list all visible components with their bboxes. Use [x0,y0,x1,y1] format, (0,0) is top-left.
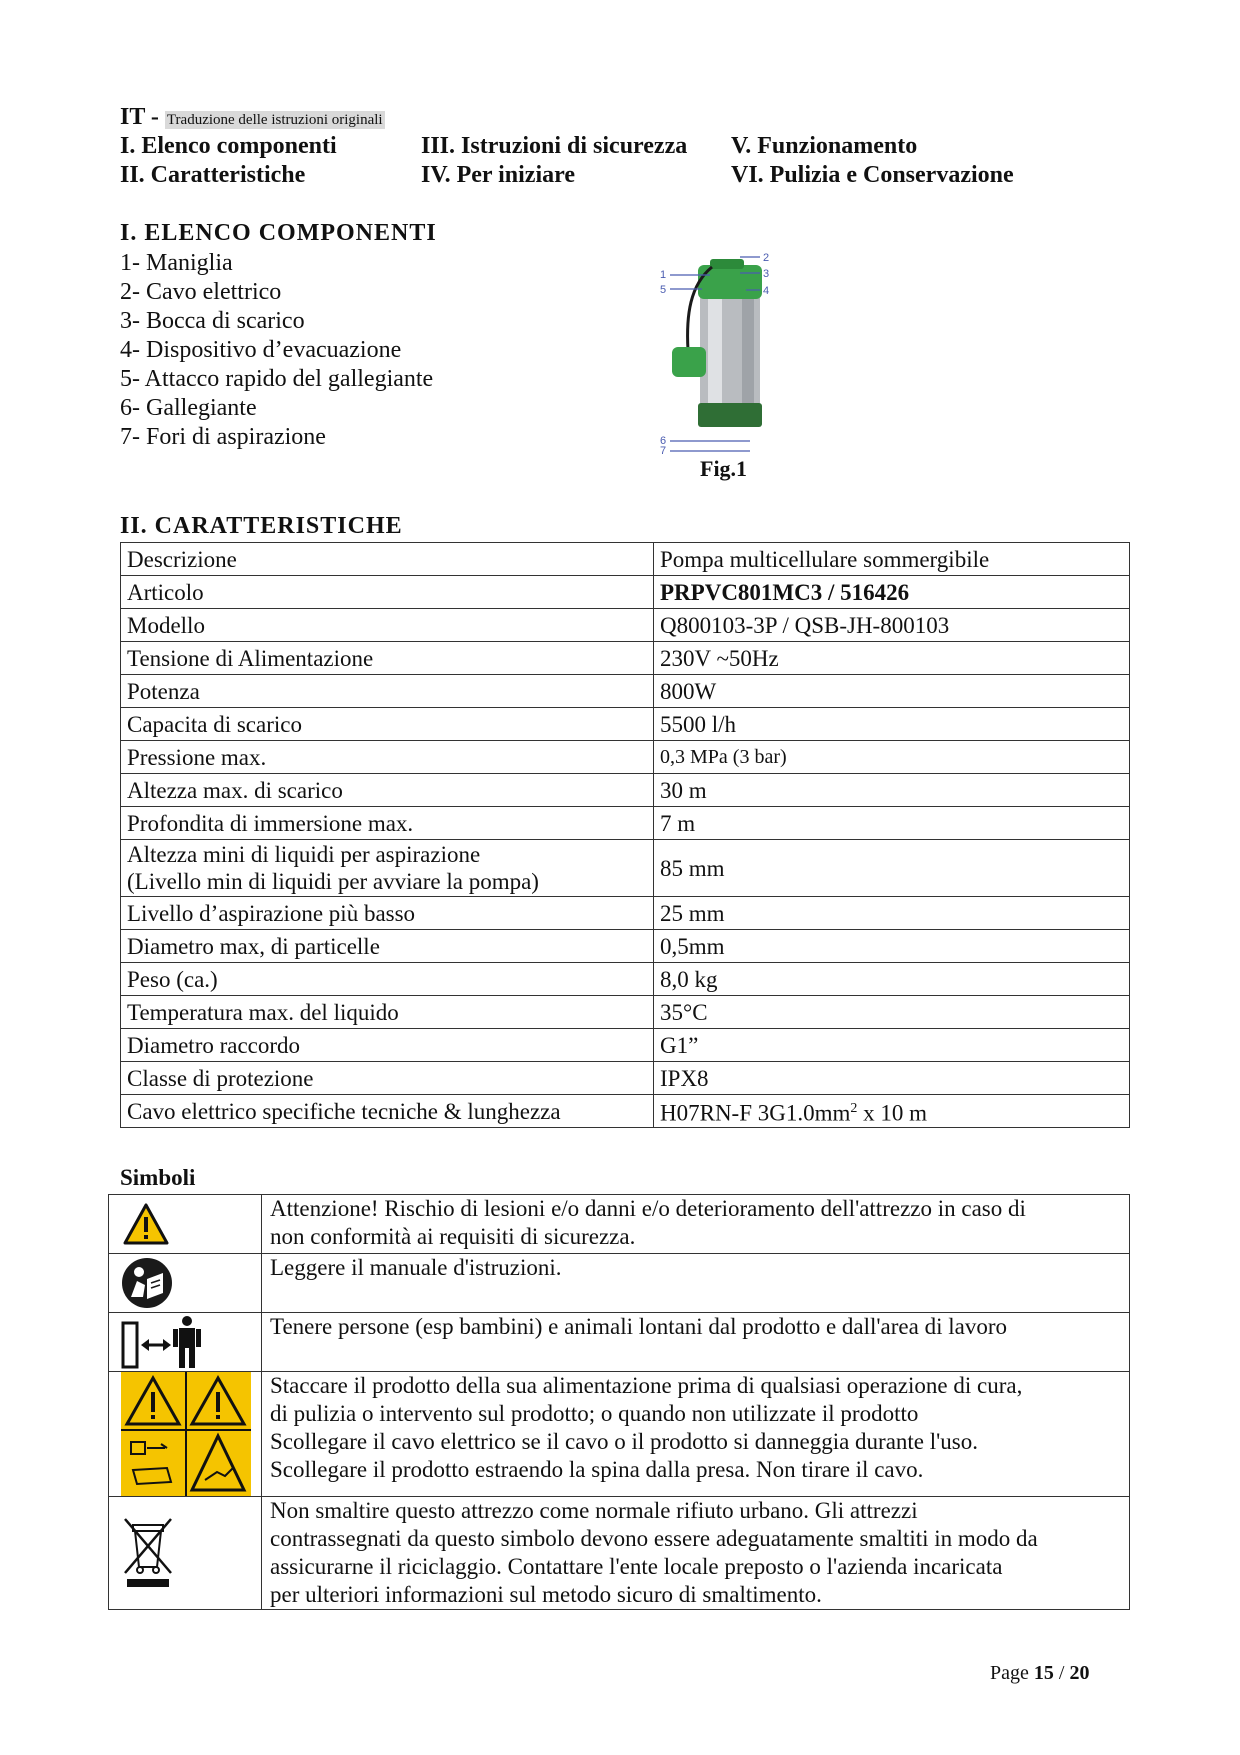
table-row: Tenere persone (esp bambini) e animali lontani dal prodotto e dall'area di lavoro [109,1313,1130,1372]
language-header [120,104,385,131]
table-row: Potenza 800W [121,675,1130,708]
list-item: 1- Maniglia [120,250,233,276]
components-title: I. ELENCO COMPONENTI [120,220,437,246]
table-row: Diametro max, di particelle 0,5mm [121,930,1130,963]
table-row: Classe di protezione IPX8 [121,1062,1130,1095]
toc-item-5: V. Funzionamento [731,133,918,159]
callout-4: 4 [763,285,770,297]
read-manual-icon [121,1257,173,1309]
callout-5: 5 [660,284,667,296]
table-row: Diametro raccordo G1” [121,1029,1130,1062]
table-row: Attenzione! Rischio di lesioni e/o danni e/o deterioramento dell'attrezzo in caso di non conformità ai requisiti di sicurezza. [109,1195,1130,1254]
table-row: Non smaltire questo attrezzo come normale rifiuto urbano. Gli attrezzi contrassegnati da questo simbolo devono essere adeguatamente smaltiti in modo da assicurarne il riciclaggio. Contattare l'ente locale preposto o l'azienda incaricata per ulteriori informazioni sul metodo sicuro di smaltimento. [109,1497,1130,1610]
callout-1: 1 [660,269,667,281]
callout-3: 3 [763,268,770,280]
list-item: 3- Bocca di scarico [120,308,305,334]
list-item: 2- Cavo elettrico [120,279,282,305]
callout-6: 6 [660,435,667,447]
pump-base [698,403,762,427]
list-item: 7- Fori di aspirazione [120,424,326,450]
table-row: Tensione di Alimentazione 230V ~50Hz [121,642,1130,675]
specs-table [120,542,1130,1128]
table-row: Articolo PRPVC801MC3 / 516426 [121,576,1130,609]
table-row: Staccare il prodotto della sua alimentazione prima di qualsiasi operazione di cura, di pulizia o intervento sul prodotto; o quando non utilizzate il prodotto Scollegare il cavo elettrico se il cavo o il prodotto si danneggia durante l'uso. Scollegare il prodotto estraendo la spina dalla presa. Non tirare il cavo. [109,1372,1130,1497]
warning-triangle-icon [123,1203,169,1245]
figure-caption: Fig.1 [700,456,748,481]
keep-distance-icon [121,1315,213,1369]
table-row: Capacita di scarico 5500 l/h [121,708,1130,741]
table-row: Altezza max. di scarico 30 m [121,774,1130,807]
components-list [120,249,433,452]
table-row: Peso (ca.) 8,0 kg [121,963,1130,996]
table-row: Descrizione Pompa multicellulare sommergibile [121,543,1130,576]
list-item: 6- Gallegiante [120,395,257,421]
callout-7: 7 [660,445,667,455]
float-switch [672,347,706,377]
page-number: Page 15 / 20 [990,1662,1090,1684]
unplug-warning-icon [121,1372,251,1496]
table-row: Profondita di immersione max. 7 m [121,807,1130,840]
table-row: Livello d’aspirazione più basso 25 mm [121,897,1130,930]
list-item: 4- Dispositivo d’evacuazione [120,337,402,363]
symbols-title: Simboli [120,1165,196,1190]
weee-bin-icon [123,1517,173,1589]
table-row: Altezza mini di liquidi per aspirazione (Livello min di liquidi per avviare la pompa) 85 mm [121,840,1130,897]
toc-item-2: II. Caratteristiche [120,162,306,188]
symbols-table [108,1194,1130,1610]
table-row: Modello Q800103-3P / QSB-JH-800103 [121,609,1130,642]
language-code: IT - [120,104,159,130]
toc-item-4: IV. Per iniziare [421,162,575,188]
table-row: Cavo elettrico specifiche tecniche & lunghezza H07RN-F $3G1.0mm^2$ x 10 m [121,1095,1130,1128]
toc-item-1: I. Elenco componenti [120,133,337,159]
table-row: Temperatura max. del liquido 35°C [121,996,1130,1029]
toc-item-3: III. Istruzioni di sicurezza [421,133,688,159]
pump-figure [660,245,780,455]
table-row: Pressione max. 0,3 MPa (3 bar) [121,741,1130,774]
table-row: Leggere il manuale d'istruzioni. [109,1254,1130,1313]
translation-subtitle: Traduzione delle istruzioni originali [166,112,383,128]
specs-title: II. CARATTERISTICHE [120,513,403,539]
toc-item-6: VI. Pulizia e Conservazione [731,162,1014,188]
callout-2: 2 [763,252,770,264]
list-item: 5- Attacco rapido del gallegiante [120,366,434,392]
